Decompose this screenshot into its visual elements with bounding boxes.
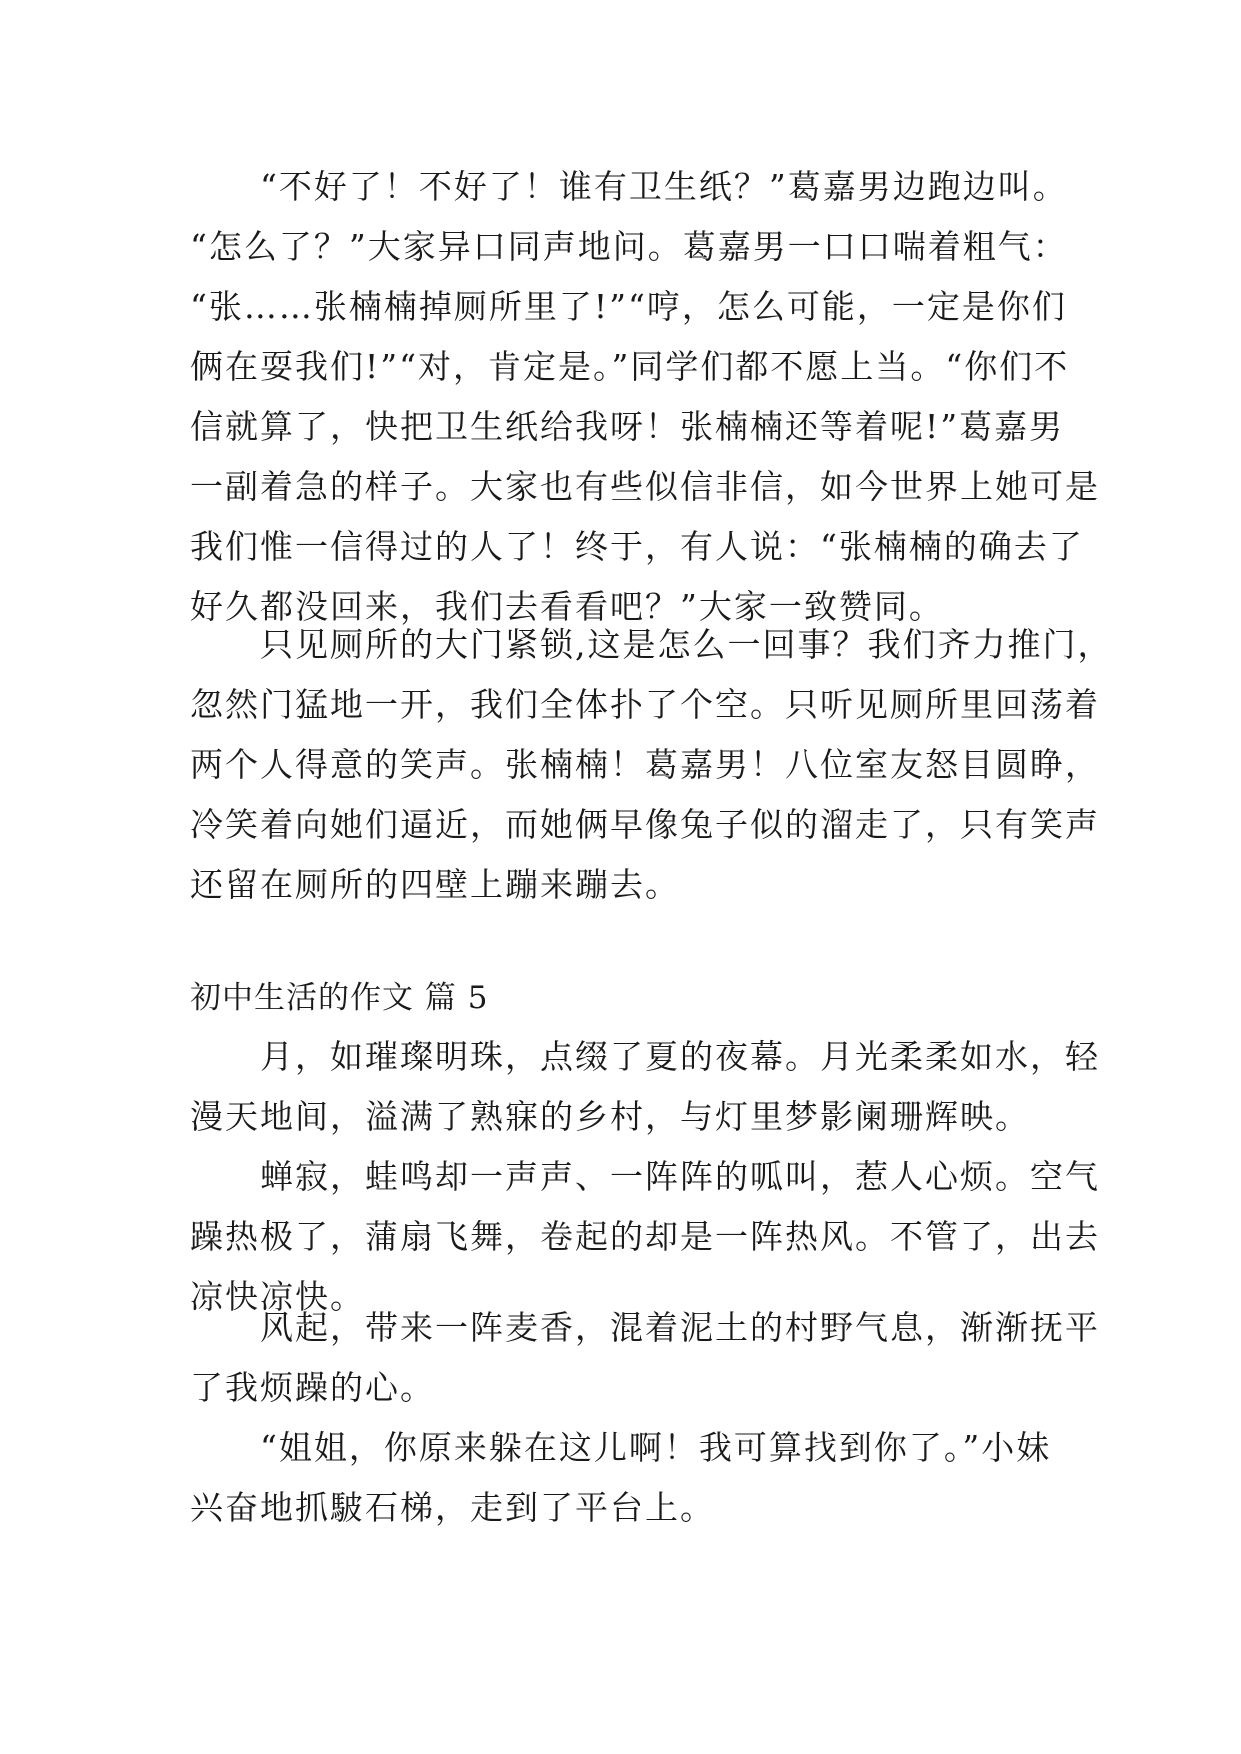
text-line: 躁热极了，蒲扇飞舞，卷起的却是一阵热风。不管了，出去 [190, 1217, 1100, 1256]
text-line: 还留在厕所的四壁上蹦来蹦去。 [190, 865, 680, 904]
text-line: 兴奋地抓駊石梯，走到了平台上。 [190, 1488, 715, 1527]
text-line: 凉快凉快。 [190, 1277, 365, 1316]
text-line: 信就算了，快把卫生纸给我呀！张楠楠还等着呢!”葛嘉男 [190, 407, 1065, 446]
text-line: “怎么了？”大家异口同声地问。葛嘉男一口口喘着粗气： [190, 227, 1068, 266]
text-line: “姐姐，你原来躲在这儿啊！我可算找到你了。”小妹 [190, 1428, 1052, 1467]
paragraph-2 [190, 615, 1113, 915]
text-line: 两个人得意的笑声。张楠楠！葛嘉男！八位室友怒目圆睁， [190, 745, 1100, 784]
text-line: 我们惟一信得过的人了！终于，有人说：“张楠楠的确去了 [190, 527, 1084, 566]
text-line: 漫天地间，溢满了熟寐的乡村，与灯里梦影阑珊辉映。 [190, 1097, 1030, 1136]
paragraph-6 [190, 1418, 1052, 1538]
text-line: 俩在耍我们!”“对，肯定是。”同学们都不愿上当。“你们不 [190, 347, 1070, 386]
text-line: 了我烦躁的心。 [190, 1368, 435, 1407]
text-line: “张……张楠楠掉厕所里了!”“哼，怎么可能，一定是你们 [190, 287, 1067, 326]
paragraph-5 [190, 1298, 1100, 1418]
text-line: 忽然门猛地一开，我们全体扑了个空。只听见厕所里回荡着 [190, 685, 1100, 724]
text-line: 冷笑着向她们逼近，而她俩早像兔子似的溜走了，只有笑声 [190, 805, 1100, 844]
text-line: 好久都没回来，我们去看看吧？”大家一致赞同。 [190, 587, 944, 626]
text-line: 一副着急的样子。大家也有些似信非信，如今世界上她可是 [190, 467, 1100, 506]
text-line: 蝉寂，蛙鸣却一声声、一阵阵的呱叫，惹人心烦。空气 [190, 1157, 1100, 1196]
text-line: 月，如璀璨明珠，点缀了夏的夜幕。月光柔柔如水，轻 [190, 1037, 1100, 1076]
text-line: 只见厕所的大门紧锁,这是怎么一回事？我们齐力推门， [190, 625, 1113, 664]
text-line: “不好了！不好了！谁有卫生纸？”葛嘉男边跑边叫。 [190, 167, 1068, 206]
text-line: 风起，带来一阵麦香，混着泥土的村野气息，渐渐抚平 [190, 1308, 1100, 1347]
paragraph-1 [190, 157, 1100, 637]
paragraph-3 [190, 1027, 1100, 1147]
section-heading: 初中生活的作文 篇 5 [190, 980, 489, 1016]
